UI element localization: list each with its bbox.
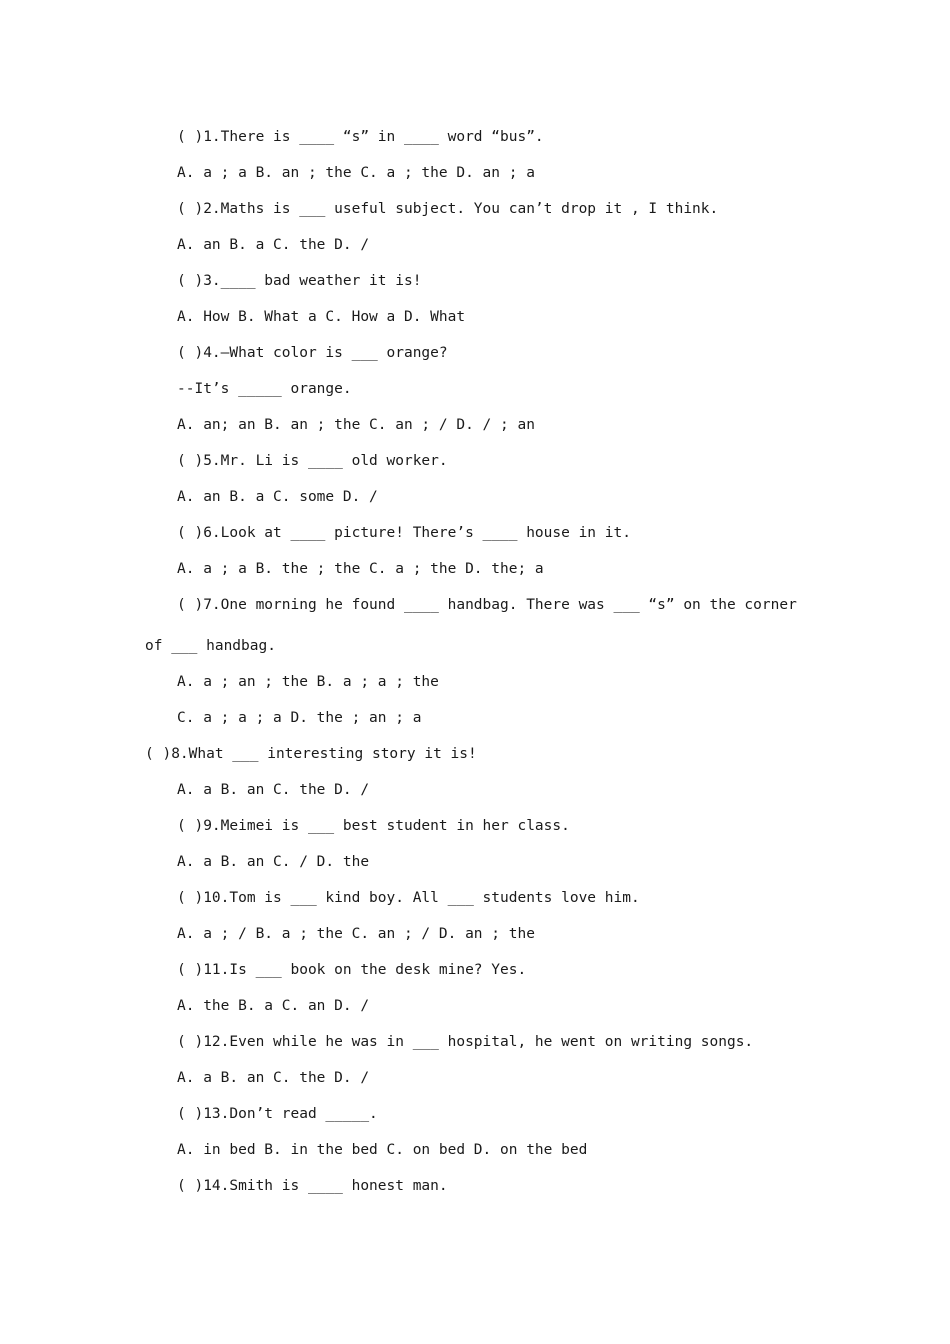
question-13: ( )13.Don’t read _____. <box>177 1106 378 1122</box>
options-10: A. a ; / B. a ; the C. an ; / D. an ; the <box>177 926 535 942</box>
options-2: A. an B. a C. the D. / <box>177 237 370 253</box>
question-4: ( )4.—What color is ___ orange? <box>177 345 448 361</box>
options-7-row-1: A. a ; an ; the B. a ; a ; the <box>177 674 439 690</box>
question-11: ( )11.Is ___ book on the desk mine? Yes. <box>177 962 527 978</box>
question-7-continued: of ___ handbag. <box>145 638 276 654</box>
options-3: A. How B. What a C. How a D. What <box>177 309 466 325</box>
options-13: A. in bed B. in the bed C. on bed D. on the bed <box>177 1142 588 1158</box>
options-4: A. an; an B. an ; the C. an ; / D. / ; an <box>177 417 535 433</box>
options-7-row-2: C. a ; a ; a D. the ; an ; a <box>177 710 422 726</box>
question-2: ( )2.Maths is ___ useful subject. You can’t drop it , I think. <box>177 201 719 217</box>
question-3: ( )3.____ bad weather it is! <box>177 273 422 289</box>
question-6: ( )6.Look at ____ picture! There’s ____ house in it. <box>177 525 631 541</box>
options-11: A. the B. a C. an D. / <box>177 998 370 1014</box>
options-8: A. a B. an C. the D. / <box>177 782 370 798</box>
options-1: A. a ; a B. an ; the C. a ; the D. an ; a <box>177 165 535 181</box>
options-6: A. a ; a B. the ; the C. a ; the D. the; a <box>177 561 544 577</box>
options-9: A. a B. an C. / D. the <box>177 854 370 870</box>
question-9: ( )9.Meimei is ___ best student in her class. <box>177 818 570 834</box>
question-12: ( )12.Even while he was in ___ hospital, he went on writing songs. <box>177 1034 754 1050</box>
options-12: A. a B. an C. the D. / <box>177 1070 370 1086</box>
question-4-response: --It’s _____ orange. <box>177 381 352 397</box>
question-5: ( )5.Mr. Li is ____ old worker. <box>177 453 448 469</box>
question-8: ( )8.What ___ interesting story it is! <box>145 746 477 762</box>
options-5: A. an B. a C. some D. / <box>177 489 378 505</box>
question-14: ( )14.Smith is ____ honest man. <box>177 1178 448 1194</box>
question-10: ( )10.Tom is ___ kind boy. All ___ students love him. <box>177 890 640 906</box>
question-1: ( )1.There is ____ “s” in ____ word “bus”. <box>177 129 544 145</box>
question-7: ( )7.One morning he found ____ handbag. There was ___ “s” on the corner <box>177 597 797 613</box>
